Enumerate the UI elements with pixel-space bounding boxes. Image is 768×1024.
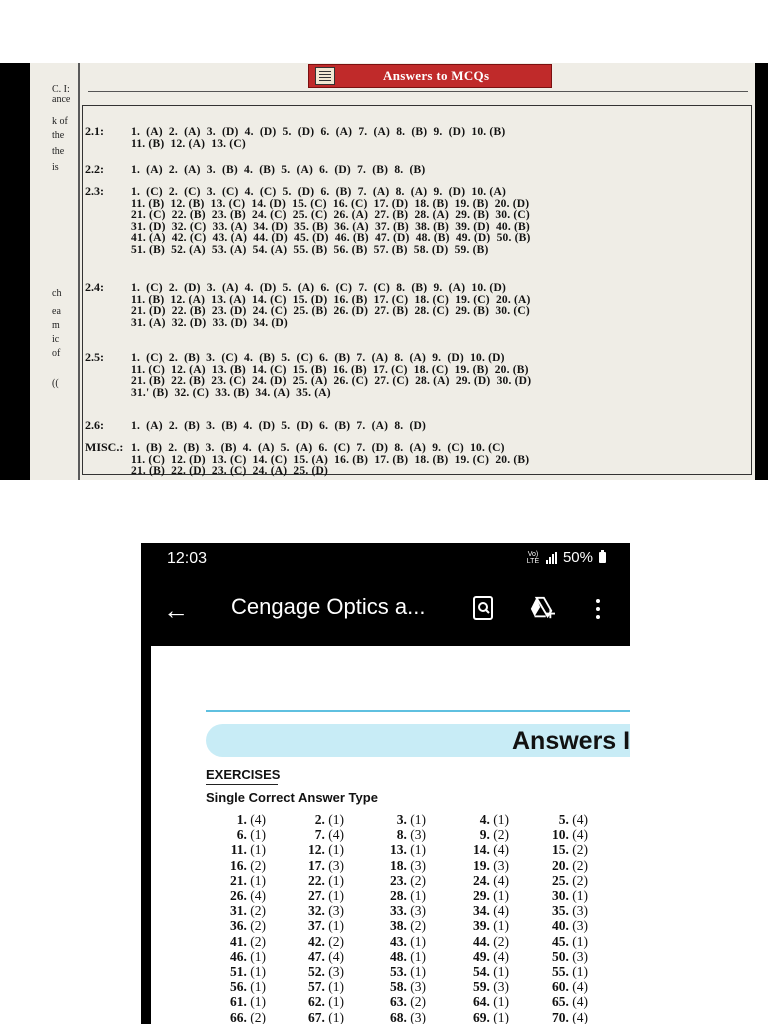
answer-value: (3) xyxy=(568,903,588,919)
answer-entry xyxy=(284,1010,344,1024)
answer-entry xyxy=(366,994,426,1010)
answer-entry xyxy=(449,903,509,919)
answer-entry xyxy=(528,873,588,889)
printed-page xyxy=(30,63,755,480)
answer-entry xyxy=(366,888,426,904)
answer-number: 32. xyxy=(308,903,325,919)
answer-entry xyxy=(366,934,426,950)
section-label: 2.1: xyxy=(85,124,104,138)
answer-entry xyxy=(528,888,588,904)
answer-entry xyxy=(284,934,344,950)
exercises-heading: EXERCISES xyxy=(206,767,281,782)
answer-row: 1. (C) 2. (C) 3. (C) 4. (C) 5. (D) 6. (B) 7. (A) 8. (A) 9. (D) 10. (A) xyxy=(131,186,506,198)
answer-entry xyxy=(366,827,426,843)
answer-value: (1) xyxy=(489,1009,509,1024)
answer-entry xyxy=(528,949,588,965)
section-label: 2.2: xyxy=(85,162,104,176)
answer-entry xyxy=(206,842,266,858)
exercises-underline xyxy=(206,784,278,785)
answer-entry xyxy=(366,949,426,965)
answer-row: 21. (B) 22. (D) 23. (C) 24. (A) 25. (D) xyxy=(131,465,329,478)
answer-value: (3) xyxy=(406,979,426,995)
answer-value: (2) xyxy=(489,827,509,843)
answer-value: (1) xyxy=(489,964,509,979)
answer-entry xyxy=(284,842,344,858)
margin-fragment: ea xyxy=(52,306,61,317)
answer-value: (4) xyxy=(324,948,344,964)
answer-number: 66. xyxy=(230,1009,247,1024)
answer-value: (3) xyxy=(324,857,344,873)
answer-number: 57. xyxy=(308,979,325,995)
answer-number: 17. xyxy=(308,857,325,873)
answer-value: (2) xyxy=(489,933,509,949)
mcq-answers-banner xyxy=(308,64,552,88)
answer-value: (4) xyxy=(246,812,266,827)
answer-number: 25. xyxy=(552,872,569,888)
answer-entry xyxy=(449,979,509,995)
answer-number: 29. xyxy=(473,888,490,903)
answer-number: 56. xyxy=(230,979,247,995)
answer-entry xyxy=(449,827,509,843)
answer-entry xyxy=(206,888,266,904)
answer-row: 21. (B) 22. (B) 23. (C) 24. (D) 25. (A) 26. (C) 27. (C) 28. (A) 29. (D) 30. (D) xyxy=(131,375,532,388)
answer-value: (4) xyxy=(489,872,509,888)
answer-number: 51. xyxy=(230,964,247,979)
answer-value: (4) xyxy=(568,1009,588,1024)
answer-number: 31. xyxy=(230,903,247,919)
answer-value: (3) xyxy=(324,903,344,919)
margin-fragment: (( xyxy=(52,378,59,389)
answer-number: 26. xyxy=(230,888,247,903)
margin-fragment: ch xyxy=(52,288,62,299)
answer-number: 10. xyxy=(552,827,569,843)
answer-number: 45. xyxy=(552,933,569,949)
answer-value: (3) xyxy=(568,918,588,934)
answer-number: 15. xyxy=(552,842,569,858)
answer-number: 37. xyxy=(308,918,325,934)
answer-entry xyxy=(528,812,588,828)
answer-number: 21. xyxy=(230,872,247,888)
status-icons xyxy=(526,549,606,566)
answer-entry xyxy=(284,979,344,995)
answer-row: 1. (A) 2. (A) 3. (D) 4. (D) 5. (D) 6. (A) 7. (A) 8. (B) 9. (D) 10. (B) xyxy=(131,126,506,138)
answer-number: 60. xyxy=(552,979,569,995)
answer-value: (1) xyxy=(489,994,509,1010)
margin-fragment: ic xyxy=(52,334,60,345)
answer-row: 11. (B) 12. (B) 13. (C) 14. (D) 15. (C) 16. (C) 17. (D) 18. (B) 19. (B) 20. (D) xyxy=(131,197,530,210)
answer-row: 11. (C) 12. (A) 13. (B) 14. (C) 15. (B) 16. (B) 17. (C) 18. (C) 19. (B) 20. (B) xyxy=(131,363,529,376)
margin-divider xyxy=(78,63,80,480)
answer-entry xyxy=(284,918,344,934)
answer-value: (1) xyxy=(324,842,344,858)
answer-number: 3. xyxy=(396,812,407,827)
answer-value: (3) xyxy=(324,964,344,979)
answer-number: 5. xyxy=(558,812,569,827)
answer-number: 11. xyxy=(230,842,247,858)
answer-number: 50. xyxy=(552,948,569,964)
answer-number: 36. xyxy=(230,918,247,934)
answer-value: (3) xyxy=(406,857,426,873)
battery-icon xyxy=(599,552,606,563)
answer-value: (4) xyxy=(568,979,588,995)
answer-row: 11. (B) 12. (A) 13. (A) 14. (C) 15. (D) 16. (B) 17. (C) 18. (C) 19. (C) 20. (A) xyxy=(131,293,531,306)
answer-value: (4) xyxy=(568,812,588,827)
answer-number: 47. xyxy=(308,948,325,964)
answer-number: 40. xyxy=(552,918,569,934)
answer-number: 54. xyxy=(473,964,490,979)
answer-row: 41. (A) 42. (C) 43. (A) 44. (D) 45. (D) 46. (B) 47. (D) 48. (B) 49. (D) 50. (B) xyxy=(131,232,531,245)
document-title: Cengage Optics a... xyxy=(231,594,426,619)
answer-row: 31. (A) 32. (D) 33. (D) 34. (D) xyxy=(131,316,288,329)
answer-entry xyxy=(449,918,509,934)
answer-value: (4) xyxy=(568,827,588,843)
answer-value: (2) xyxy=(406,872,426,888)
answer-number: 53. xyxy=(390,964,407,979)
answer-value: (1) xyxy=(489,888,509,903)
phone-screenshot xyxy=(141,543,630,1024)
answer-number: 1. xyxy=(236,812,247,827)
answer-value: (1) xyxy=(324,872,344,888)
answer-entry xyxy=(206,949,266,965)
answer-entry xyxy=(206,858,266,874)
answer-entry xyxy=(528,1010,588,1024)
answer-value: (2) xyxy=(406,994,426,1010)
answer-value: (1) xyxy=(246,979,266,995)
answer-entry xyxy=(366,842,426,858)
answer-value: (2) xyxy=(246,933,266,949)
answer-type-heading: Single Correct Answer Type xyxy=(206,790,378,805)
answer-value: (1) xyxy=(246,948,266,964)
answer-number: 33. xyxy=(390,903,407,919)
answer-number: 67. xyxy=(308,1009,325,1024)
answer-value: (3) xyxy=(406,827,426,843)
answer-entry xyxy=(284,888,344,904)
signal-icon xyxy=(546,552,557,564)
answer-row: 31. (D) 32. (C) 33. (A) 34. (D) 35. (B) 36. (A) 37. (B) 38. (B) 39. (D) 40. (B) xyxy=(131,220,530,233)
answer-number: 13. xyxy=(390,842,407,858)
answer-row: 11. (B) 12. (A) 13. (C) xyxy=(131,137,246,150)
answer-number: 20. xyxy=(552,857,569,873)
answer-number: 46. xyxy=(230,948,247,964)
answer-row: 1. (A) 2. (B) 3. (B) 4. (D) 5. (D) 6. (B) 7. (A) 8. (D) xyxy=(131,420,427,432)
answer-entry xyxy=(528,994,588,1010)
top-rule xyxy=(206,710,630,712)
answer-value: (4) xyxy=(324,827,344,843)
answer-entry xyxy=(284,994,344,1010)
answer-number: 41. xyxy=(230,933,247,949)
answer-entry xyxy=(206,827,266,843)
answer-number: 58. xyxy=(390,979,407,995)
answer-number: 68. xyxy=(390,1009,407,1024)
answer-value: (1) xyxy=(246,872,266,888)
answer-number: 2. xyxy=(314,812,325,827)
answer-entry xyxy=(528,964,588,980)
answer-number: 61. xyxy=(230,994,247,1010)
answer-number: 14. xyxy=(473,842,490,858)
volte-icon: Vo) LTE xyxy=(526,550,540,565)
answer-number: 7. xyxy=(314,827,325,843)
answer-entry xyxy=(449,949,509,965)
answer-value: (1) xyxy=(406,964,426,979)
answer-value: (1) xyxy=(246,994,266,1010)
answer-value: (2) xyxy=(324,933,344,949)
answer-entry xyxy=(528,903,588,919)
answer-value: (1) xyxy=(406,933,426,949)
margin-fragment: C. I: xyxy=(52,84,70,95)
section-label: 2.5: xyxy=(85,350,104,364)
answer-row: 1. (C) 2. (B) 3. (C) 4. (B) 5. (C) 6. (B) 7. (A) 8. (A) 9. (D) 10. (D) xyxy=(131,352,505,364)
answer-number: 8. xyxy=(396,827,407,843)
margin-fragment: the xyxy=(52,146,65,157)
answer-entry xyxy=(528,934,588,950)
answer-number: 27. xyxy=(308,888,325,903)
margin-fragment: ance xyxy=(52,94,71,105)
answer-entry xyxy=(366,903,426,919)
answer-entry xyxy=(284,903,344,919)
answer-entry xyxy=(284,964,344,980)
answer-value: (2) xyxy=(406,918,426,934)
answer-row: 31.' (B) 32. (C) 33. (B) 34. (A) 35. (A) xyxy=(131,386,331,399)
answer-entry xyxy=(284,858,344,874)
answer-number: 43. xyxy=(390,933,407,949)
answer-entry xyxy=(206,964,266,980)
answer-number: 44. xyxy=(473,933,490,949)
answer-number: 70. xyxy=(552,1009,569,1024)
margin-fragment: m xyxy=(52,320,60,331)
answer-number: 34. xyxy=(473,903,490,919)
answers-heading-band xyxy=(206,724,630,757)
more-vert-icon[interactable] xyxy=(596,599,600,621)
answer-number: 69. xyxy=(473,1009,490,1024)
answer-value: (1) xyxy=(324,1009,344,1024)
answer-entry xyxy=(449,994,509,1010)
answer-value: (1) xyxy=(489,918,509,934)
app-bar xyxy=(141,577,630,643)
answer-value: (2) xyxy=(246,903,266,919)
answer-entry xyxy=(449,934,509,950)
answer-entry xyxy=(206,1010,266,1024)
answer-number: 65. xyxy=(552,994,569,1010)
section-label: 2.3: xyxy=(85,184,104,198)
search-document-icon[interactable] xyxy=(471,595,497,621)
answer-number: 18. xyxy=(390,857,407,873)
answer-entry xyxy=(449,888,509,904)
answer-row: 1. (B) 2. (B) 3. (B) 4. (A) 5. (A) 6. (C) 7. (D) 8. (A) 9. (C) 10. (C) xyxy=(131,442,505,454)
answer-row: 1. (A) 2. (A) 3. (B) 4. (B) 5. (A) 6. (D) 7. (B) 8. (B) xyxy=(131,164,426,176)
answer-entry xyxy=(366,858,426,874)
answer-number: 48. xyxy=(390,948,407,964)
answer-value: (2) xyxy=(246,1009,266,1024)
answer-number: 38. xyxy=(390,918,407,934)
answer-value: (2) xyxy=(246,857,266,873)
answer-value: (1) xyxy=(324,918,344,934)
answer-value: (1) xyxy=(568,964,588,979)
answer-value: (1) xyxy=(406,842,426,858)
mcq-answer-table xyxy=(82,105,752,478)
answer-row: 11. (C) 12. (D) 13. (C) 14. (C) 15. (A) 16. (B) 17. (B) 18. (B) 19. (C) 20. (B) xyxy=(131,453,530,466)
section-label: 2.6: xyxy=(85,418,104,432)
answer-row: 51. (B) 52. (A) 53. (A) 54. (A) 55. (B) 56. (B) 57. (B) 58. (D) 59. (B) xyxy=(131,244,489,256)
answer-number: 22. xyxy=(308,872,325,888)
answer-value: (1) xyxy=(406,948,426,964)
answer-number: 52. xyxy=(308,964,325,979)
answer-number: 62. xyxy=(308,994,325,1010)
answer-entry xyxy=(366,918,426,934)
answer-number: 9. xyxy=(479,827,490,843)
answer-entry xyxy=(528,827,588,843)
answer-entry xyxy=(449,858,509,874)
answer-entry xyxy=(284,812,344,828)
answer-number: 39. xyxy=(473,918,490,934)
answer-value: (4) xyxy=(489,903,509,919)
answer-entry xyxy=(528,918,588,934)
answer-entry xyxy=(284,873,344,889)
answer-value: (2) xyxy=(568,872,588,888)
answer-value: (1) xyxy=(568,933,588,949)
answer-value: (3) xyxy=(568,948,588,964)
answer-row: 21. (C) 22. (B) 23. (B) 24. (C) 25. (C) 26. (A) 27. (B) 28. (A) 29. (B) 30. (C) xyxy=(131,209,530,222)
book-icon xyxy=(315,67,335,85)
answer-value: (1) xyxy=(246,964,266,979)
answer-entry xyxy=(366,1010,426,1024)
answer-value: (3) xyxy=(489,857,509,873)
answer-value: (4) xyxy=(246,888,266,903)
page-margin-fragments xyxy=(30,63,78,480)
header-rule xyxy=(88,91,748,92)
answer-number: 4. xyxy=(479,812,490,827)
answer-entry xyxy=(206,918,266,934)
answer-value: (1) xyxy=(324,979,344,995)
answer-value: (1) xyxy=(568,888,588,903)
answer-entry xyxy=(449,842,509,858)
back-arrow-icon[interactable]: ← xyxy=(163,595,189,625)
answer-entry xyxy=(528,842,588,858)
answer-value: (2) xyxy=(246,918,266,934)
answer-number: 30. xyxy=(552,888,569,903)
answer-entry xyxy=(206,934,266,950)
answer-entry xyxy=(449,1010,509,1024)
answer-entry xyxy=(206,873,266,889)
answer-value: (1) xyxy=(406,888,426,903)
answer-number: 12. xyxy=(308,842,325,858)
answer-value: (3) xyxy=(406,1009,426,1024)
answer-number: 63. xyxy=(390,994,407,1010)
answer-entry xyxy=(284,827,344,843)
answer-row: 1. (C) 2. (D) 3. (A) 4. (D) 5. (A) 6. (C) 7. (C) 8. (B) 9. (A) 10. (D) xyxy=(131,282,506,294)
status-time: 12:03 xyxy=(167,550,208,567)
answer-number: 19. xyxy=(473,857,490,873)
answer-entry xyxy=(449,873,509,889)
margin-fragment: of xyxy=(52,348,61,359)
answer-number: 55. xyxy=(552,964,569,979)
answer-value: (3) xyxy=(489,979,509,995)
answer-value: (2) xyxy=(568,842,588,858)
answer-entry xyxy=(528,979,588,995)
margin-fragment: is xyxy=(52,162,59,173)
answers-heading: Answers I xyxy=(512,727,630,755)
battery-percent: 50% xyxy=(562,549,593,566)
answer-key-photo xyxy=(0,63,768,480)
answer-entry xyxy=(206,903,266,919)
section-label: MISC.: xyxy=(85,440,124,454)
answer-entry xyxy=(449,964,509,980)
answer-entry xyxy=(366,964,426,980)
margin-fragment: the xyxy=(52,130,65,141)
answer-value: (2) xyxy=(568,857,588,873)
answer-entry xyxy=(206,994,266,1010)
answer-number: 49. xyxy=(473,948,490,964)
answer-number: 28. xyxy=(390,888,407,903)
answer-entry xyxy=(206,979,266,995)
section-label: 2.4: xyxy=(85,280,104,294)
answer-value: (1) xyxy=(489,812,509,827)
answer-entry xyxy=(366,979,426,995)
answer-number: 24. xyxy=(473,872,490,888)
status-bar xyxy=(141,543,630,577)
answer-entry xyxy=(366,812,426,828)
answer-entry xyxy=(366,873,426,889)
answer-value: (1) xyxy=(246,842,266,858)
answer-number: 59. xyxy=(473,979,490,995)
answer-entry xyxy=(449,812,509,828)
banner-title: Answers to MCQs xyxy=(383,68,490,83)
answer-value: (1) xyxy=(406,812,426,827)
answer-entry xyxy=(206,812,266,828)
answer-value: (3) xyxy=(406,903,426,919)
answer-value: (1) xyxy=(324,994,344,1010)
answer-number: 6. xyxy=(236,827,247,843)
answer-number: 64. xyxy=(473,994,490,1010)
drive-add-icon[interactable] xyxy=(529,595,555,621)
margin-fragment: k of xyxy=(52,116,68,127)
answer-value: (4) xyxy=(568,994,588,1010)
answer-value: (4) xyxy=(489,842,509,858)
answer-entry xyxy=(528,858,588,874)
answer-value: (1) xyxy=(324,888,344,903)
answer-number: 42. xyxy=(308,933,325,949)
answer-number: 35. xyxy=(552,903,569,919)
answer-number: 16. xyxy=(230,857,247,873)
answer-entry xyxy=(284,949,344,965)
answer-value: (4) xyxy=(489,948,509,964)
pdf-page[interactable] xyxy=(151,646,630,1024)
answer-row: 21. (D) 22. (B) 23. (D) 24. (C) 25. (B) 26. (D) 27. (B) 28. (C) 29. (B) 30. (C) xyxy=(131,305,530,318)
answer-value: (1) xyxy=(324,812,344,827)
answer-number: 23. xyxy=(390,872,407,888)
answer-value: (1) xyxy=(246,827,266,843)
